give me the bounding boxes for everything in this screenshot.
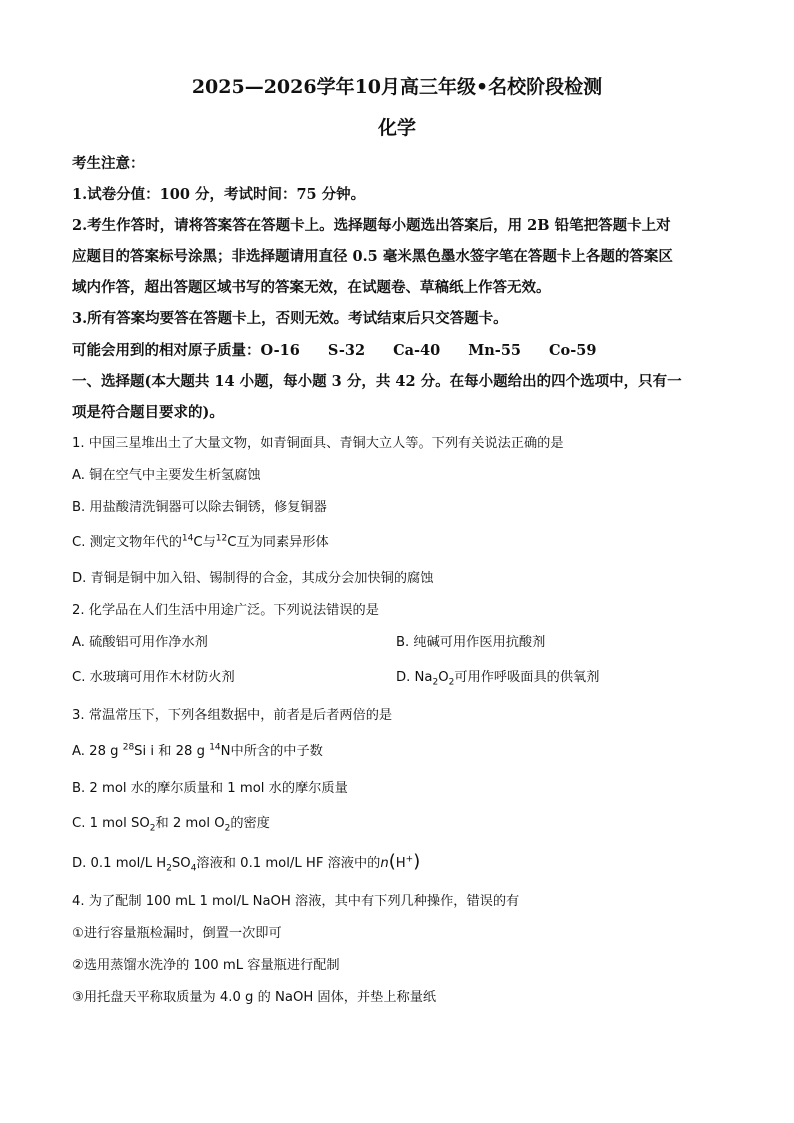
q3-stem: 3. 常温常压下，下列各组数据中，前者是后者两倍的是 <box>72 708 393 723</box>
q1-option-a: A. 铜在空气中主要发生析氢腐蚀 <box>72 468 261 483</box>
q2-option-b: B. 纯碱可用作医用抗酸剂 <box>396 635 546 650</box>
notice-heading: 考生注意： <box>72 155 145 172</box>
notice-2-line3: 域内作答，超出答题区域书写的答案无效，在试题卷、草稿纸上作答无效。 <box>72 279 551 296</box>
atomic-mass-item: Co-59 <box>549 342 597 359</box>
q4-stem: 4. 为了配制 100 mL 1 mol/L NaOH 溶液，其中有下列几种操作，错误的有 <box>72 894 520 909</box>
notice-2-line2: 应题目的答案标号涂黑；非选择题请用直径 0.5 毫米黑色墨水签字笔在答题卡上各题的答案区 <box>72 248 673 265</box>
q1-option-d: D. 青铜是铜中加入铅、锡制得的合金，其成分会加快铜的腐蚀 <box>72 571 434 586</box>
mass-number: 12 <box>215 533 228 544</box>
q4-statement-3: ③用托盘天平称取质量为 4.0 g 的 NaOH 固体，并垫上称量纸 <box>72 990 437 1005</box>
q2-option-d: D. $Na_2O_2$可用作呼吸面具的供氧剂 <box>396 670 600 688</box>
notice-2-line1: 2.考生作答时，请将答案答在答题卡上。选择题每小题选出答案后，用 2B 铅笔把答题卡上对 <box>72 217 671 234</box>
q2-option-a: A. 硫酸铝可用作净水剂 <box>72 635 208 650</box>
atomic-mass-item: Mn-55 <box>468 342 521 359</box>
q3-option-d: D. 0.1 mol/L $H_2SO_4$溶液和 0.1 mol/L HF 溶液中的n(H+) <box>72 851 421 874</box>
mass-number: 14 <box>209 742 221 753</box>
q3-option-b: B. 2 mol 水的摩尔质量和 1 mol 水的摩尔质量 <box>72 781 348 796</box>
subject-title: 化学 <box>377 117 416 139</box>
atomic-mass-item: O-16 <box>260 342 300 359</box>
atomic-mass-item: Ca-40 <box>393 342 441 359</box>
notice-3: 3.所有答案均要答在答题卡上，否则无效。考试结束后只交答题卡。 <box>72 310 508 327</box>
atomic-mass-label: 可能会用到的相对原子质量： <box>72 342 261 359</box>
q2-stem: 2. 化学品在人们生活中用途广泛。下列说法错误的是 <box>72 603 379 618</box>
q2-option-c: C. 水玻璃可用作木材防火剂 <box>72 670 235 685</box>
section-1-line2: 项是符合题目要求的)。 <box>72 404 224 421</box>
exam-title: 2025—2026学年10月高三年级•名校阶段检测 <box>191 76 603 98</box>
q4-statement-2: ②选用蒸馏水洗净的 100 mL 容量瓶进行配制 <box>72 958 340 973</box>
atomic-mass-item: S-32 <box>327 342 366 359</box>
section-1-line1: 一、选择题(本大题共 14 小题，每小题 3 分，共 42 分。在每小题给出的四个选项中，只有一 <box>72 373 682 390</box>
mass-number: 28 <box>122 742 135 753</box>
q1-option-c: C. 测定文物年代的$^{14}$C与$^{12}$C互为同素异形体 <box>72 533 329 550</box>
q3-option-c: C. 1 mol $SO_2$和 2 mol $O_2$的密度 <box>72 816 270 834</box>
mass-number: 14 <box>181 533 194 544</box>
q1-stem: 1. 中国三星堆出土了大量文物，如青铜面具、青铜大立人等。下列有关说法正确的是 <box>72 436 564 451</box>
notice-1: 1.试卷分值：100 分，考试时间：75 分钟。 <box>72 186 366 203</box>
atomic-mass-line <box>72 339 596 360</box>
q1-option-b: B. 用盐酸清洗铜器可以除去铜锈，修复铜器 <box>72 500 327 515</box>
q4-statement-1: ①进行容量瓶检漏时，倒置一次即可 <box>72 926 282 941</box>
q3-option-a: A. 28 g $^{28}$Si i 和 28 g $^{14}$N中所含的中子数 <box>72 742 323 759</box>
